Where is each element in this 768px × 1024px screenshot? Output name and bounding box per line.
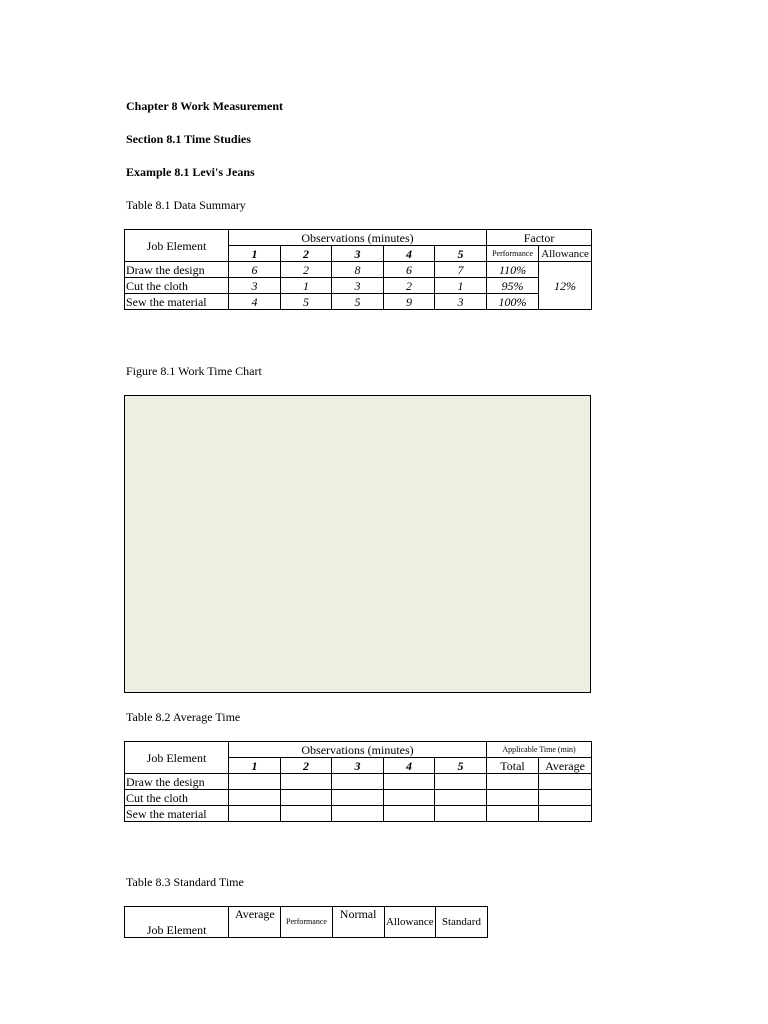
observation-cell: 5 [332,294,384,310]
obs-number: 3 [332,758,384,774]
example-heading: Example 8.1 Levi's Jeans [126,165,255,179]
obs-number: 5 [435,758,487,774]
observations-header: Observations (minutes) [229,742,487,758]
performance-cell: 110% [487,262,539,278]
table-row [125,806,592,822]
empty-cell [281,806,332,822]
standard-time-table-clip [124,906,490,937]
job-element-cell: Sew the material [125,806,229,822]
table-row [125,294,592,310]
normal-header: Normal [332,907,384,938]
empty-cell [539,774,592,790]
job-element-header: Job Element [125,230,229,262]
empty-cell [539,790,592,806]
average-header: Average [229,907,281,938]
observation-cell: 3 [435,294,487,310]
performance-cell: 100% [487,294,539,310]
job-element-cell: Cut the cloth [125,278,229,294]
table3-caption: Table 8.3 Standard Time [126,875,244,889]
observation-cell: 2 [384,278,435,294]
observation-cell: 1 [435,278,487,294]
observation-cell: 7 [435,262,487,278]
empty-cell [229,774,281,790]
empty-cell [435,774,487,790]
empty-cell [332,790,384,806]
observation-cell: 2 [281,262,332,278]
observation-cell: 8 [332,262,384,278]
average-time-table [124,741,592,822]
standard-header: Standard [435,907,487,938]
empty-cell [281,790,332,806]
empty-cell [384,806,435,822]
empty-cell [435,790,487,806]
table2-caption: Table 8.2 Average Time [126,710,241,724]
job-element-cell: Draw the design [125,774,229,790]
empty-cell [281,774,332,790]
table-row [125,262,592,278]
allowance-cell: 12% [539,262,592,310]
observation-cell: 6 [229,262,281,278]
obs-number: 1 [229,246,281,262]
observation-cell: 9 [384,294,435,310]
performance-cell: 95% [487,278,539,294]
empty-cell [332,774,384,790]
allowance-header: Allowance [384,907,435,938]
obs-number: 5 [435,246,487,262]
observation-cell: 6 [384,262,435,278]
observation-cell: 5 [281,294,332,310]
empty-cell [435,806,487,822]
table-row [125,278,592,294]
job-element-header: Job Element [125,907,229,938]
factor-header: Factor [487,230,592,246]
empty-cell [384,790,435,806]
work-time-chart-area [124,395,591,693]
obs-number: 2 [281,246,332,262]
observation-cell: 4 [229,294,281,310]
total-header: Total [487,758,539,774]
table1-caption: Table 8.1 Data Summary [126,198,246,212]
obs-number: 2 [281,758,332,774]
observations-header: Observations (minutes) [229,230,487,246]
empty-cell [384,774,435,790]
figure1-caption: Figure 8.1 Work Time Chart [126,364,262,378]
performance-header: Performance [487,246,539,262]
allowance-header: Allowance [539,246,592,262]
empty-cell [539,806,592,822]
standard-time-table [124,906,488,938]
section-heading: Section 8.1 Time Studies [126,132,251,146]
job-element-cell: Cut the cloth [125,790,229,806]
average-header: Average [539,758,592,774]
job-element-cell: Draw the design [125,262,229,278]
job-element-header: Job Element [125,742,229,774]
observation-cell: 3 [229,278,281,294]
table-row [125,774,592,790]
table-row [125,790,592,806]
obs-number: 4 [384,246,435,262]
applicable-time-header: Applicable Time (min) [487,742,592,758]
data-summary-table [124,229,592,310]
observation-cell: 1 [281,278,332,294]
job-element-cell: Sew the material [125,294,229,310]
empty-cell [229,790,281,806]
empty-cell [487,806,539,822]
empty-cell [487,774,539,790]
obs-number: 1 [229,758,281,774]
performance-header: Performance [281,907,332,938]
empty-cell [332,806,384,822]
observation-cell: 3 [332,278,384,294]
empty-cell [229,806,281,822]
obs-number: 4 [384,758,435,774]
obs-number: 3 [332,246,384,262]
empty-cell [487,790,539,806]
chapter-heading: Chapter 8 Work Measurement [126,99,283,113]
